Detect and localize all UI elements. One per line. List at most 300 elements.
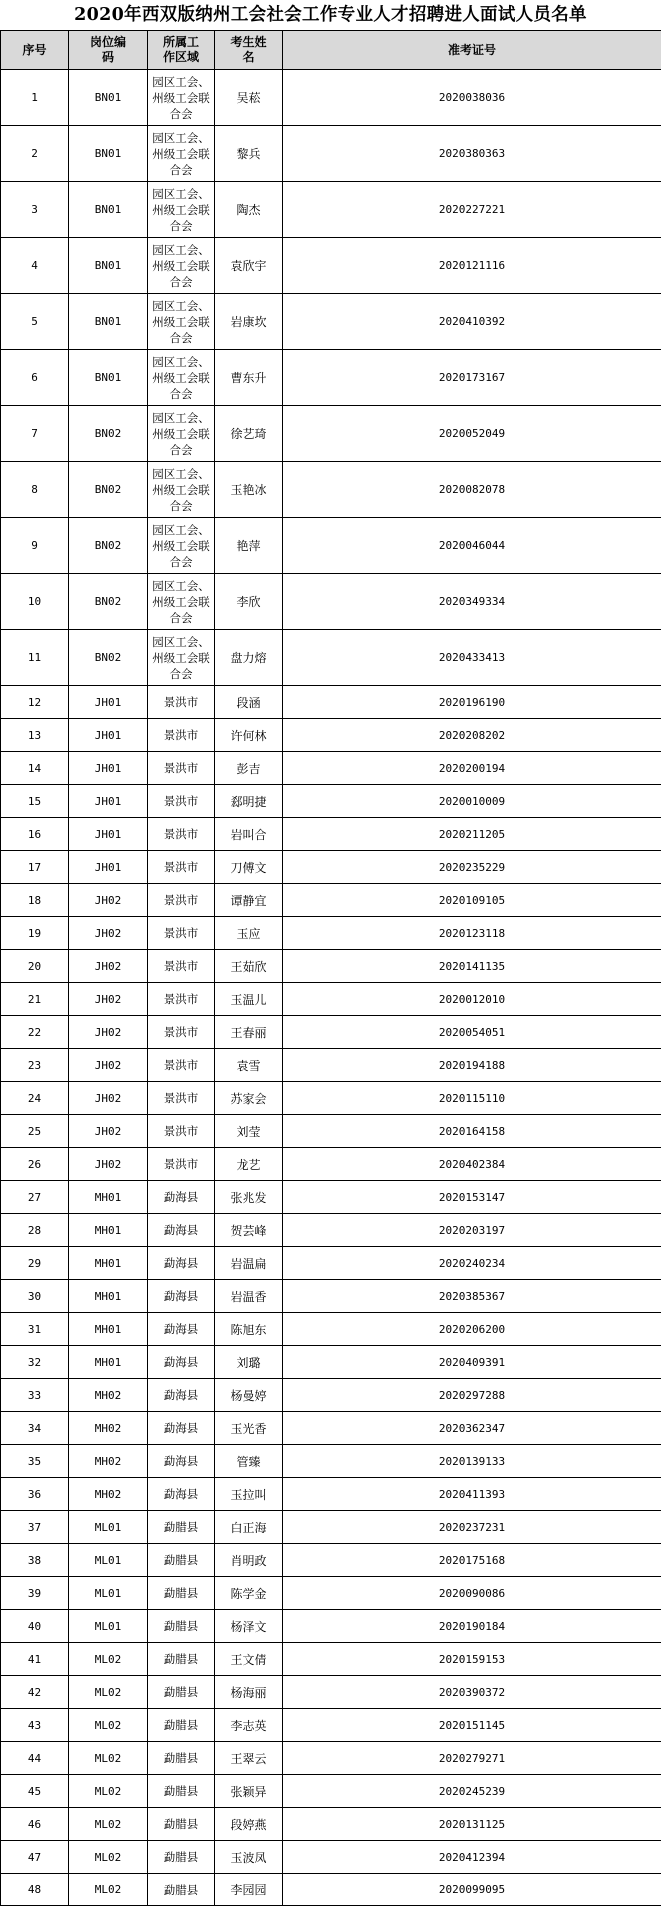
cell-ticket-text: 2020164158 [438, 1124, 506, 1138]
cell-post-code-text: JH01 [94, 761, 122, 775]
cell-post-code-text: JH02 [94, 959, 122, 973]
cell-name [215, 884, 283, 917]
cell-area-text: 勐腊县 [163, 1718, 199, 1732]
table-row [1, 851, 661, 884]
cell-ticket [283, 518, 661, 574]
table-row [1, 1841, 661, 1874]
cell-name [215, 1709, 283, 1742]
cell-post-code [69, 752, 148, 785]
cell-post-code [69, 917, 148, 950]
cell-post-code [69, 1478, 148, 1511]
cell-post-code-text: MH02 [94, 1454, 122, 1468]
cell-area [148, 686, 215, 719]
cell-seq [1, 126, 69, 182]
cell-post-code-text: BN02 [94, 539, 122, 552]
cell-name-text: 王翠云 [230, 1751, 267, 1766]
cell-post-code-text: JH02 [94, 992, 122, 1006]
cell-seq [1, 851, 69, 884]
cell-post-code-text: JH02 [94, 1025, 122, 1039]
cell-seq-text: 4 [31, 259, 38, 272]
table-row [1, 238, 661, 294]
cell-seq-text: 41 [27, 1652, 42, 1666]
cell-ticket-text: 2020211205 [438, 827, 506, 841]
cell-ticket-text: 2020090086 [438, 1586, 506, 1600]
cell-post-code-text: JH02 [94, 1058, 122, 1072]
cell-name-text: 玉拉叫 [230, 1487, 267, 1502]
cell-post-code-text: BN02 [94, 483, 122, 496]
cell-area [148, 719, 215, 752]
cell-area [148, 1808, 215, 1841]
cell-seq-text: 42 [27, 1685, 42, 1699]
header-ticket: 准考证号 [283, 31, 661, 70]
cell-post-code [69, 1412, 148, 1445]
cell-name-text: 徐艺琦 [230, 427, 267, 441]
cell-area [148, 1346, 215, 1379]
cell-post-code [69, 1676, 148, 1709]
cell-seq [1, 1874, 69, 1906]
cell-area-text: 景洪市 [163, 1091, 199, 1105]
cell-post-code [69, 574, 148, 630]
cell-seq-text: 37 [27, 1520, 42, 1534]
cell-name-text: 岩温香 [230, 1289, 267, 1304]
cell-seq [1, 1775, 69, 1808]
table-row [1, 1313, 661, 1346]
cell-area [148, 1247, 215, 1280]
table-row [1, 1676, 661, 1709]
cell-ticket-text: 2020038036 [438, 91, 506, 104]
cell-ticket-text: 2020121116 [438, 259, 506, 272]
cell-area-text: 勐海县 [163, 1487, 199, 1501]
cell-ticket [283, 1643, 661, 1676]
cell-seq [1, 1577, 69, 1610]
cell-ticket-text: 2020054051 [438, 1025, 506, 1039]
table-row [1, 752, 661, 785]
cell-post-code [69, 1379, 148, 1412]
table-row [1, 785, 661, 818]
cell-seq-text: 43 [27, 1718, 42, 1732]
cell-seq-text: 16 [27, 827, 42, 841]
cell-area [148, 1544, 215, 1577]
cell-name [215, 518, 283, 574]
cell-area-text: 园区工会、州级工会联合会 [152, 74, 210, 121]
cell-area-text: 景洪市 [163, 695, 199, 709]
cell-name-text: 张颖异 [230, 1784, 267, 1799]
cell-post-code [69, 1511, 148, 1544]
cell-ticket-text: 2020115110 [438, 1091, 506, 1105]
cell-seq-text: 3 [31, 203, 38, 216]
cell-seq-text: 12 [27, 695, 42, 709]
cell-ticket [283, 851, 661, 884]
table-row [1, 1214, 661, 1247]
cell-name [215, 1115, 283, 1148]
cell-ticket-text: 2020380363 [438, 147, 506, 160]
cell-area [148, 983, 215, 1016]
cell-name [215, 1610, 283, 1643]
cell-seq-text: 30 [27, 1289, 42, 1303]
cell-ticket [283, 406, 661, 462]
cell-seq-text: 25 [27, 1124, 42, 1138]
cell-area [148, 884, 215, 917]
cell-area-text: 景洪市 [163, 728, 199, 742]
cell-area-text: 园区工会、州级工会联合会 [152, 578, 210, 625]
cell-area-text: 勐海县 [163, 1223, 199, 1237]
cell-seq [1, 1049, 69, 1082]
cell-area-text: 景洪市 [163, 926, 199, 940]
cell-ticket [283, 1445, 661, 1478]
cell-area-text: 景洪市 [163, 794, 199, 808]
cell-post-code-text: BN02 [94, 651, 122, 664]
cell-seq-text: 9 [31, 539, 38, 552]
cell-area-text: 景洪市 [163, 1124, 199, 1138]
cell-area [148, 950, 215, 983]
cell-seq-text: 22 [27, 1025, 42, 1039]
cell-seq [1, 182, 69, 238]
cell-ticket-text: 2020297288 [438, 1388, 506, 1402]
cell-post-code [69, 238, 148, 294]
cell-post-code [69, 1874, 148, 1906]
cell-ticket [283, 294, 661, 350]
cell-post-code [69, 350, 148, 406]
cell-seq [1, 1445, 69, 1478]
cell-post-code [69, 1610, 148, 1643]
cell-area-text: 勐腊县 [163, 1586, 199, 1600]
cell-name [215, 1379, 283, 1412]
cell-ticket-text: 2020279271 [438, 1751, 506, 1765]
cell-seq [1, 1511, 69, 1544]
cell-ticket-text: 2020412394 [438, 1850, 506, 1864]
cell-ticket [283, 1775, 661, 1808]
cell-name [215, 851, 283, 884]
table-header-row [1, 31, 661, 70]
cell-area-text: 勐海县 [163, 1388, 199, 1402]
cell-seq-text: 48 [27, 1883, 42, 1896]
cell-name-text: 玉艳冰 [230, 483, 267, 497]
cell-area [148, 574, 215, 630]
cell-name-text: 吴菘 [236, 91, 261, 105]
cell-seq [1, 574, 69, 630]
cell-seq [1, 752, 69, 785]
cell-seq-text: 33 [27, 1388, 42, 1402]
cell-area-text: 勐海县 [163, 1256, 199, 1270]
table-row [1, 1577, 661, 1610]
cell-name [215, 574, 283, 630]
cell-area-text: 勐海县 [163, 1355, 199, 1369]
cell-name [215, 1313, 283, 1346]
cell-name [215, 1280, 283, 1313]
cell-seq-text: 34 [27, 1421, 42, 1435]
cell-seq [1, 983, 69, 1016]
cell-post-code-text: ML01 [94, 1586, 122, 1600]
cell-post-code-text: JH01 [94, 728, 122, 742]
cell-ticket [283, 719, 661, 752]
cell-area [148, 294, 215, 350]
cell-name [215, 1214, 283, 1247]
cell-ticket [283, 238, 661, 294]
cell-ticket [283, 1148, 661, 1181]
cell-name [215, 1412, 283, 1445]
cell-ticket [283, 1115, 661, 1148]
table-row [1, 630, 661, 686]
cell-post-code-text: ML02 [94, 1784, 122, 1798]
cell-name [215, 406, 283, 462]
cell-name-text: 陶杰 [236, 203, 261, 217]
cell-post-code [69, 406, 148, 462]
cell-post-code [69, 719, 148, 752]
cell-name-text: 段涵 [236, 695, 261, 710]
cell-ticket [283, 785, 661, 818]
cell-ticket [283, 1709, 661, 1742]
table-row [1, 1742, 661, 1775]
cell-area [148, 126, 215, 182]
cell-name-text: 刀傅文 [230, 860, 267, 875]
cell-name [215, 1148, 283, 1181]
cell-ticket-text: 2020196190 [438, 695, 506, 709]
cell-area [148, 1313, 215, 1346]
cell-ticket-text: 2020099095 [438, 1883, 506, 1896]
cell-name-text: 李园园 [230, 1883, 267, 1897]
cell-post-code [69, 182, 148, 238]
cell-post-code-text: ML01 [94, 1553, 122, 1567]
cell-ticket-text: 2020141135 [438, 959, 506, 973]
cell-area [148, 1214, 215, 1247]
cell-ticket [283, 686, 661, 719]
cell-seq-text: 38 [27, 1553, 42, 1567]
table-row [1, 1874, 661, 1906]
cell-name [215, 1676, 283, 1709]
cell-area-text: 园区工会、州级工会联合会 [152, 130, 210, 177]
cell-name [215, 1478, 283, 1511]
cell-seq [1, 1115, 69, 1148]
cell-seq-text: 29 [27, 1256, 42, 1270]
cell-name [215, 1445, 283, 1478]
table-row [1, 1412, 661, 1445]
cell-ticket [283, 182, 661, 238]
cell-post-code [69, 1214, 148, 1247]
cell-seq [1, 406, 69, 462]
table-row [1, 1148, 661, 1181]
cell-area-text: 勐腊县 [163, 1751, 199, 1765]
cell-area-text: 景洪市 [163, 1058, 199, 1072]
cell-post-code-text: ML02 [94, 1751, 122, 1765]
cell-seq [1, 1643, 69, 1676]
cell-seq [1, 1379, 69, 1412]
table-row [1, 1643, 661, 1676]
cell-post-code [69, 294, 148, 350]
table-row [1, 1478, 661, 1511]
cell-post-code-text: BN01 [94, 315, 122, 328]
cell-seq [1, 1346, 69, 1379]
cell-name [215, 1346, 283, 1379]
cell-area [148, 1676, 215, 1709]
cell-area [148, 851, 215, 884]
cell-ticket-text: 2020052049 [438, 427, 506, 440]
cell-post-code [69, 1643, 148, 1676]
cell-seq-text: 13 [27, 728, 42, 742]
cell-area [148, 1280, 215, 1313]
cell-seq [1, 1808, 69, 1841]
cell-name-text: 盘力熔 [230, 651, 267, 665]
cell-seq [1, 1148, 69, 1181]
cell-post-code [69, 1280, 148, 1313]
cell-ticket-text: 2020227221 [438, 203, 506, 216]
cell-ticket-text: 2020410392 [438, 315, 506, 328]
cell-name-text: 贺芸峰 [230, 1223, 267, 1238]
cell-seq [1, 950, 69, 983]
cell-seq [1, 518, 69, 574]
cell-seq [1, 238, 69, 294]
cell-post-code-text: BN02 [94, 427, 122, 440]
cell-seq [1, 350, 69, 406]
cell-area-text: 勐腊县 [163, 1652, 199, 1666]
cell-post-code-text: BN02 [94, 595, 122, 608]
cell-name-text: 陈学金 [230, 1586, 267, 1601]
cell-post-code-text: BN01 [94, 371, 122, 384]
table-row [1, 1445, 661, 1478]
cell-name [215, 1874, 283, 1906]
cell-area-text: 景洪市 [163, 860, 199, 874]
cell-ticket-text: 2020237231 [438, 1520, 506, 1534]
cell-seq [1, 462, 69, 518]
cell-name [215, 719, 283, 752]
cell-ticket [283, 1379, 661, 1412]
cell-post-code-text: JH01 [94, 794, 122, 808]
table-row [1, 182, 661, 238]
cell-post-code-text: BN01 [94, 91, 122, 104]
cell-ticket-text: 2020390372 [438, 1685, 506, 1699]
cell-area [148, 1148, 215, 1181]
table-row [1, 950, 661, 983]
cell-name-text: 张兆发 [230, 1190, 267, 1205]
cell-seq-text: 18 [27, 893, 42, 907]
cell-seq [1, 785, 69, 818]
cell-post-code [69, 1049, 148, 1082]
cell-post-code [69, 1016, 148, 1049]
cell-name [215, 1181, 283, 1214]
cell-post-code [69, 1148, 148, 1181]
cell-area-text: 勐海县 [163, 1322, 199, 1336]
cell-name [215, 686, 283, 719]
cell-post-code [69, 1181, 148, 1214]
cell-area [148, 630, 215, 686]
cell-name-text: 黎兵 [236, 147, 261, 161]
cell-seq [1, 1247, 69, 1280]
cell-name [215, 983, 283, 1016]
cell-ticket [283, 1610, 661, 1643]
cell-seq-text: 24 [27, 1091, 42, 1105]
table-row [1, 126, 661, 182]
cell-name-text: 玉波凤 [230, 1850, 267, 1865]
page-title: 2020年西双版纳州工会社会工作专业人才招聘进人面试人员名单 [74, 5, 587, 25]
cell-name-text: 管臻 [236, 1454, 261, 1469]
cell-seq [1, 1742, 69, 1775]
cell-name [215, 70, 283, 126]
cell-name-text: 岩温扁 [230, 1256, 267, 1271]
cell-ticket [283, 1313, 661, 1346]
cell-area [148, 1049, 215, 1082]
cell-area-text: 园区工会、州级工会联合会 [152, 410, 210, 457]
cell-ticket-text: 2020385367 [438, 1289, 506, 1303]
table-row [1, 518, 661, 574]
cell-area [148, 1610, 215, 1643]
cell-post-code [69, 983, 148, 1016]
cell-post-code [69, 1115, 148, 1148]
cell-post-code-text: MH01 [94, 1355, 122, 1369]
cell-post-code [69, 126, 148, 182]
cell-ticket [283, 1016, 661, 1049]
cell-ticket-text: 2020206200 [438, 1322, 506, 1336]
cell-post-code-text: JH02 [94, 926, 122, 940]
cell-ticket-text: 2020190184 [438, 1619, 506, 1633]
table-row [1, 1181, 661, 1214]
cell-seq-text: 1 [31, 91, 38, 104]
cell-ticket-text: 2020153147 [438, 1190, 506, 1204]
cell-area [148, 462, 215, 518]
cell-ticket [283, 1841, 661, 1874]
cell-seq [1, 1709, 69, 1742]
table-row [1, 1082, 661, 1115]
header-post-code: 岗位编码 [69, 31, 148, 70]
table-row [1, 818, 661, 851]
cell-area-text: 园区工会、州级工会联合会 [152, 466, 210, 513]
cell-ticket-text: 2020409391 [438, 1355, 506, 1369]
cell-area-text: 勐海县 [163, 1454, 199, 1468]
table-row [1, 1775, 661, 1808]
cell-post-code-text: JH02 [94, 1091, 122, 1105]
cell-name-text: 杨海丽 [230, 1685, 267, 1700]
cell-name-text: 陈旭东 [230, 1322, 267, 1337]
cell-ticket [283, 818, 661, 851]
cell-area-text: 勐腊县 [163, 1882, 199, 1897]
cell-seq [1, 1610, 69, 1643]
cell-name [215, 1511, 283, 1544]
cell-post-code [69, 462, 148, 518]
cell-post-code [69, 630, 148, 686]
cell-ticket-text: 2020200194 [438, 761, 506, 775]
cell-name-text: 玉应 [236, 926, 261, 941]
cell-name-text: 岩康坎 [230, 315, 267, 329]
cell-area-text: 勐腊县 [163, 1685, 199, 1699]
cell-ticket-text: 2020151145 [438, 1718, 506, 1732]
cell-area-text: 景洪市 [163, 992, 199, 1006]
table-row [1, 1544, 661, 1577]
cell-area-text: 景洪市 [163, 827, 199, 841]
cell-ticket-text: 2020012010 [438, 992, 506, 1006]
cell-area-text: 园区工会、州级工会联合会 [152, 354, 210, 401]
header-area: 所属工作区域 [148, 31, 215, 70]
cell-ticket [283, 1181, 661, 1214]
cell-name-text: 袁欣宇 [230, 259, 267, 273]
cell-area [148, 1709, 215, 1742]
cell-name-text: 肖明政 [230, 1553, 267, 1568]
cell-post-code [69, 785, 148, 818]
cell-seq [1, 1280, 69, 1313]
cell-area [148, 1841, 215, 1874]
cell-ticket-text: 2020082078 [438, 483, 506, 496]
cell-name-text: 玉光香 [230, 1421, 267, 1436]
cell-seq-text: 19 [27, 926, 42, 940]
cell-post-code [69, 70, 148, 126]
cell-seq [1, 818, 69, 851]
table-row [1, 719, 661, 752]
cell-area-text: 景洪市 [163, 1157, 199, 1171]
cell-seq-text: 21 [27, 992, 42, 1006]
cell-area-text: 勐海县 [163, 1421, 199, 1435]
cell-name [215, 752, 283, 785]
cell-seq [1, 294, 69, 350]
cell-seq [1, 686, 69, 719]
cell-ticket-text: 2020362347 [438, 1421, 506, 1435]
cell-name-text: 刘莹 [236, 1124, 261, 1139]
